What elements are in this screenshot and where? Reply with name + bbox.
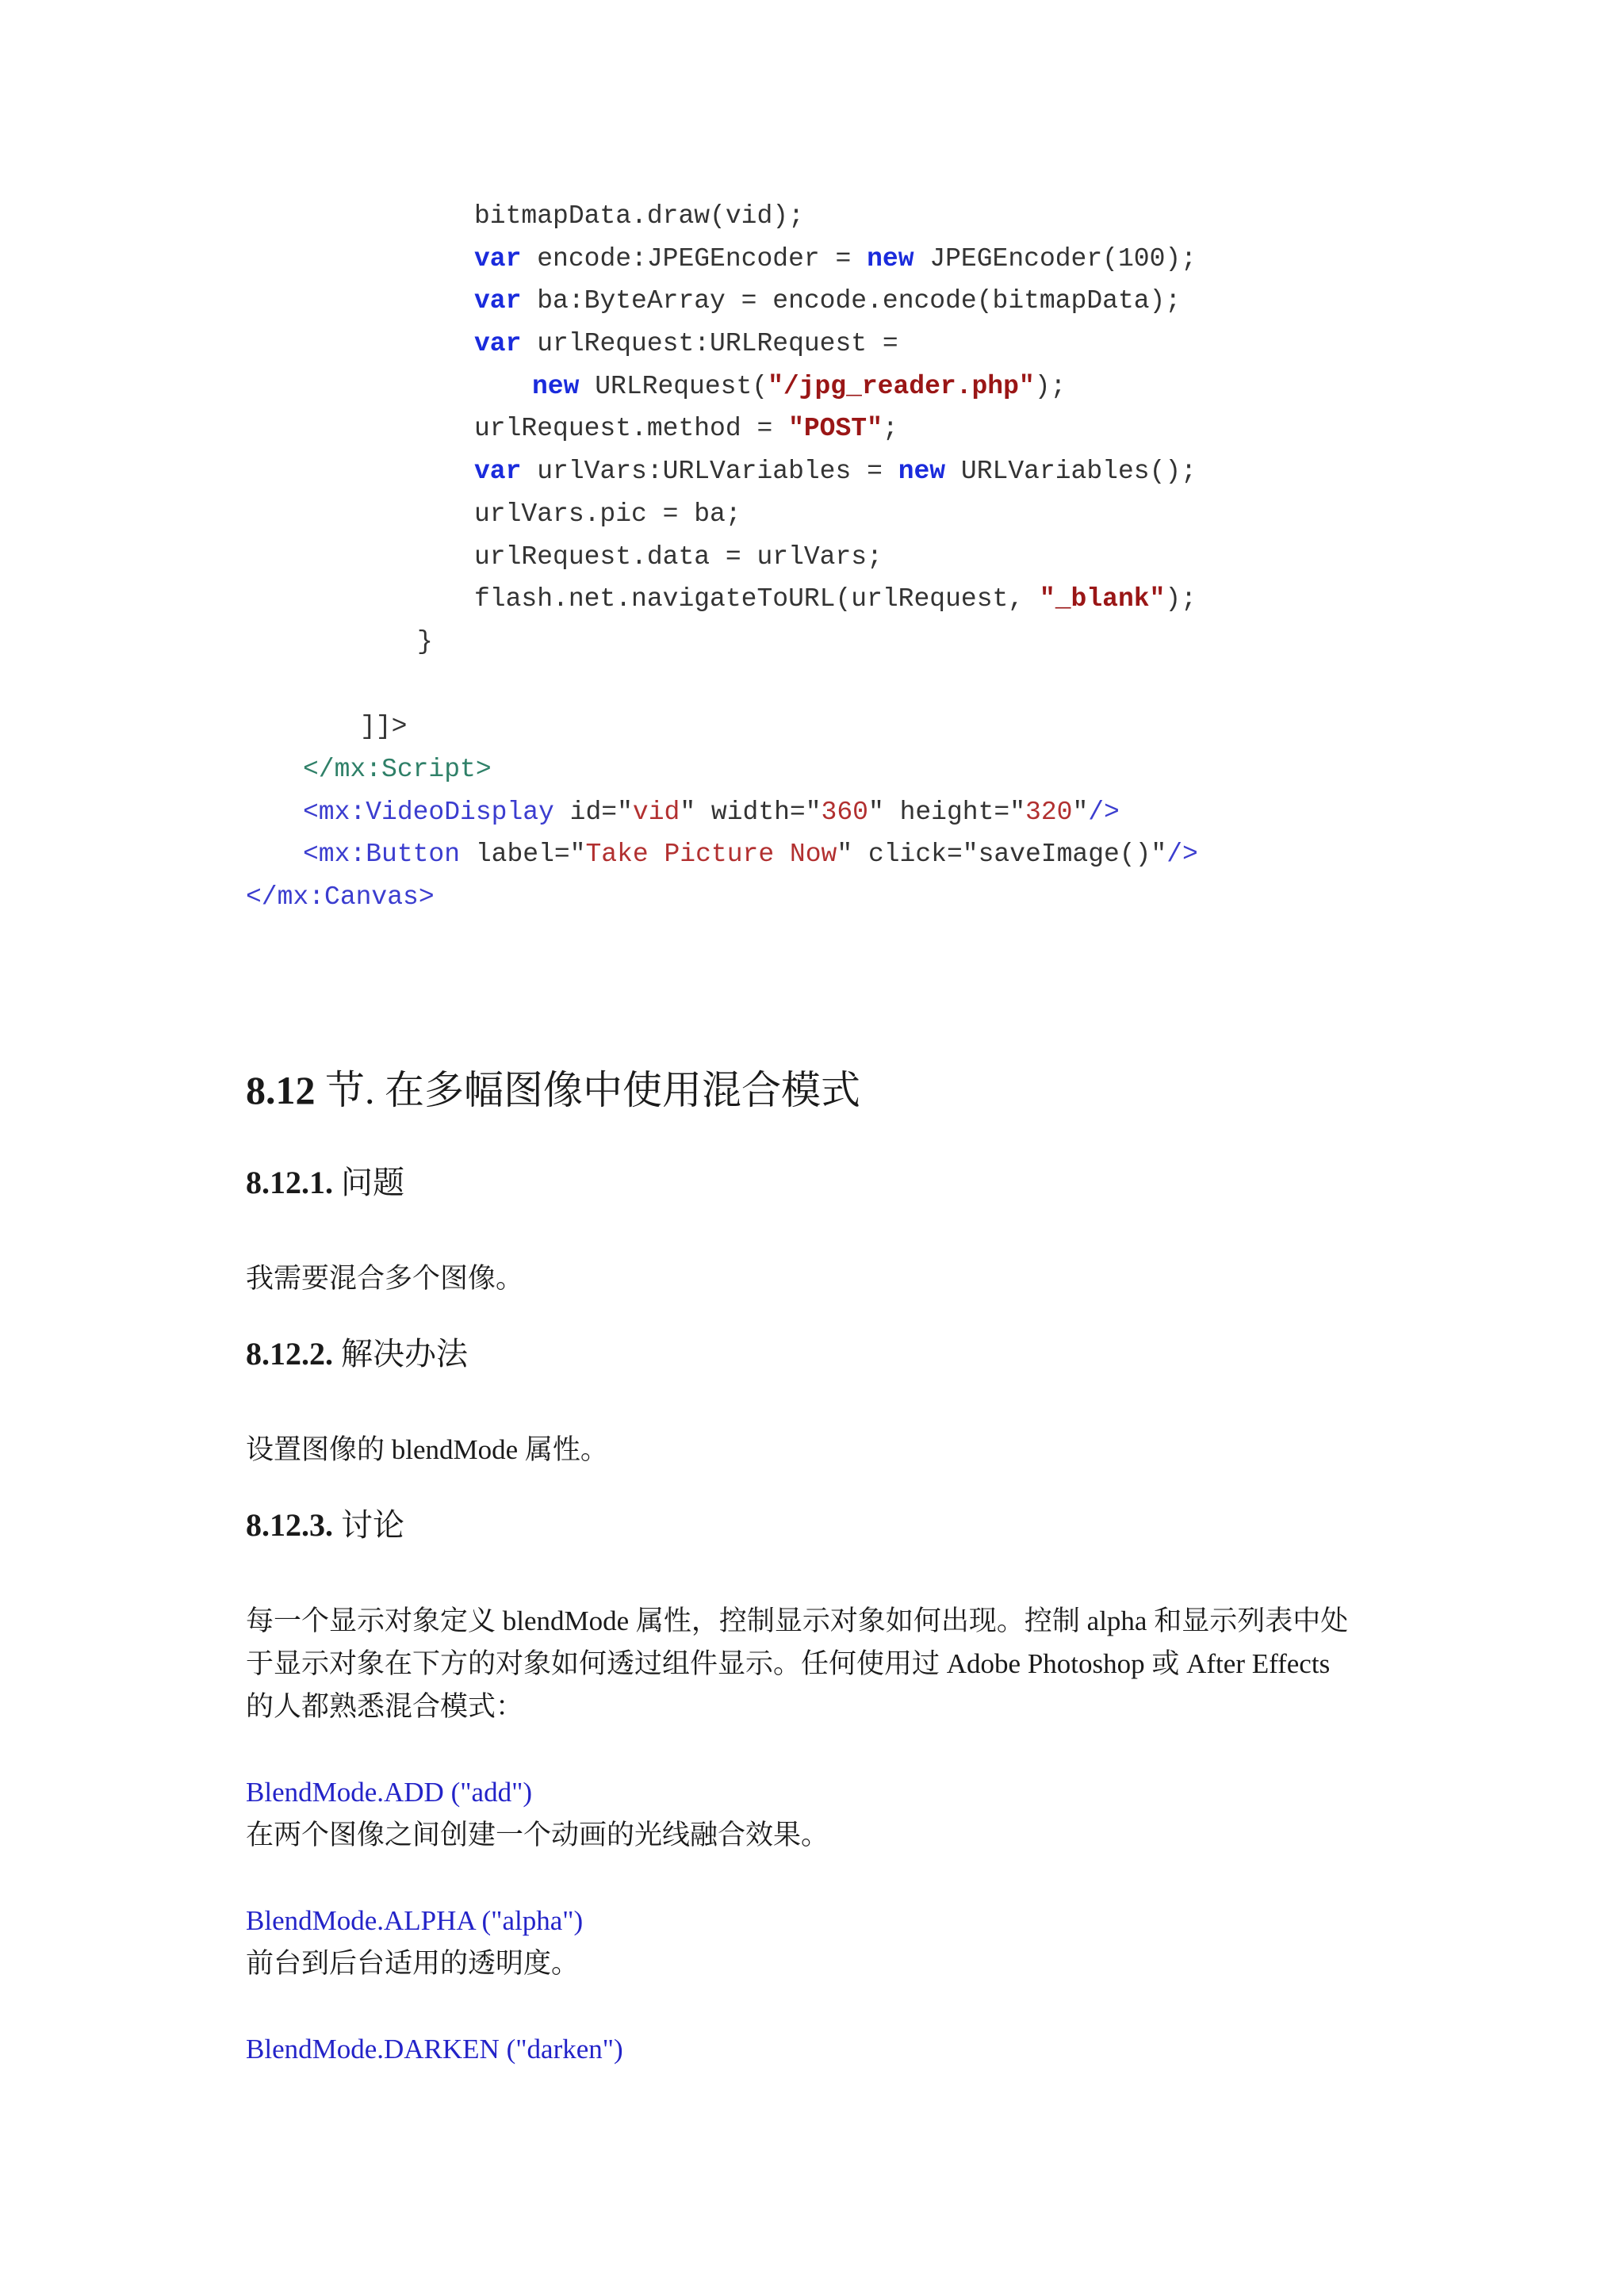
code-line [0, 791, 1624, 834]
code-token: " height=" [868, 797, 1026, 827]
code-line [0, 450, 1624, 493]
blend-mode-name: BlendMode.ALPHA ("alpha") [246, 1905, 584, 1936]
code-token: } [417, 626, 433, 656]
code-token: vid [632, 797, 680, 827]
code-token: "_blank" [1039, 584, 1166, 614]
code-token: /> [1088, 797, 1120, 827]
code-token: new [867, 243, 914, 274]
solution-title: 解决办法 [341, 1336, 468, 1372]
code-token: <mx:VideoDisplay [303, 797, 554, 827]
code-token: ; [882, 414, 898, 444]
discussion-line: 的人都熟悉混合模式： [246, 1691, 524, 1722]
problem-heading [246, 1161, 1388, 1205]
code-token: ba:ByteArray = encode.encode(bitmapData); [521, 286, 1182, 316]
blend-mode-name: BlendMode.ADD ("add") [246, 1777, 533, 1808]
code-token: var [474, 329, 522, 359]
code-line [0, 238, 1624, 281]
code-token: var [474, 286, 522, 316]
code-token: </mx:Canvas> [246, 882, 435, 912]
code-token: 360 [821, 797, 868, 827]
code-token: " [1072, 797, 1089, 827]
code-line [0, 578, 1624, 621]
blend-mode-item [246, 1900, 1388, 1985]
code-token: <mx:Button [303, 840, 461, 870]
code-line [0, 833, 1624, 876]
code-line [0, 323, 1624, 365]
solution-text: 设置图像的 blendMode 属性。 [246, 1434, 608, 1465]
code-token: " click="saveImage()" [837, 840, 1167, 870]
problem-title: 问题 [341, 1165, 404, 1200]
code-token: encode:JPEGEncoder = [521, 243, 868, 274]
code-token: urlVars.pic = ba; [474, 499, 741, 529]
code-token: URLRequest( [579, 371, 768, 401]
code-line [0, 195, 1624, 238]
discussion-title: 讨论 [341, 1507, 404, 1543]
solution-number: 8.12.2. [246, 1336, 333, 1372]
code-token: bitmapData.draw(vid); [474, 201, 804, 231]
code-token: urlRequest:URLRequest = [521, 329, 898, 359]
code-line [0, 664, 1624, 706]
code-line [0, 365, 1624, 408]
code-token: urlVars:URLVariables = [521, 457, 898, 487]
discussion-heading [246, 1503, 1388, 1548]
problem-text: 我需要混合多个图像。 [246, 1263, 524, 1294]
code-line [0, 748, 1624, 791]
code-token: "/jpg_reader.php" [768, 371, 1035, 401]
code-line [0, 280, 1624, 323]
code-token: ); [1034, 371, 1067, 401]
code-listing [0, 195, 1624, 919]
code-line [0, 706, 1624, 748]
discussion-number: 8.12.3. [246, 1507, 333, 1543]
code-token: URLVariables(); [945, 457, 1197, 487]
code-token: new [532, 371, 580, 401]
blend-mode-item [246, 2028, 1388, 2071]
discussion-line: 每一个显示对象定义 blendMode 属性，控制显示对象如何出现。控制 alpha 和显示列表中处 [246, 1605, 1349, 1636]
code-token: " width=" [680, 797, 822, 827]
code-token: JPEGEncoder(100); [914, 243, 1197, 274]
section-heading [246, 1062, 1388, 1118]
code-token: ); [1165, 584, 1197, 614]
blend-mode-description: 在两个图像之间创建一个动画的光线融合效果。 [246, 1820, 829, 1850]
section-number: 8.12 [246, 1068, 316, 1112]
code-token: label=" [460, 840, 586, 870]
discussion-line: 于显示对象在下方的对象如何透过组件显示。任何使用过 Adobe Photoshop 或 After Effects [246, 1648, 1331, 1679]
code-token: var [474, 243, 522, 274]
code-line [0, 621, 1624, 664]
code-token: id=" [553, 797, 633, 827]
code-token: "POST" [788, 414, 883, 444]
code-token: var [474, 457, 522, 487]
code-token: 320 [1025, 797, 1073, 827]
blend-mode-name: BlendMode.DARKEN ("darken") [246, 2034, 623, 2064]
section-title: 节. 在多幅图像中使用混合模式 [325, 1068, 860, 1112]
code-line [0, 493, 1624, 536]
solution-heading [246, 1332, 1388, 1376]
code-token: </mx:Script> [303, 754, 492, 784]
code-token: new [898, 457, 946, 487]
discussion-paragraph [246, 1600, 1388, 1728]
code-line [0, 408, 1624, 450]
code-token: /> [1166, 840, 1198, 870]
blend-mode-item [246, 1771, 1388, 1857]
blend-mode-description: 前台到后台适用的透明度。 [246, 1948, 580, 1979]
code-line [0, 876, 1624, 919]
code-token: Take Picture Now [585, 840, 837, 870]
code-token: flash.net.navigateToURL(urlRequest, [474, 584, 1040, 614]
problem-number: 8.12.1. [246, 1165, 333, 1200]
code-line [0, 536, 1624, 579]
code-token: urlRequest.data = urlVars; [474, 541, 883, 572]
code-token: urlRequest.method = [474, 414, 789, 444]
code-token: ]]> [360, 712, 408, 742]
